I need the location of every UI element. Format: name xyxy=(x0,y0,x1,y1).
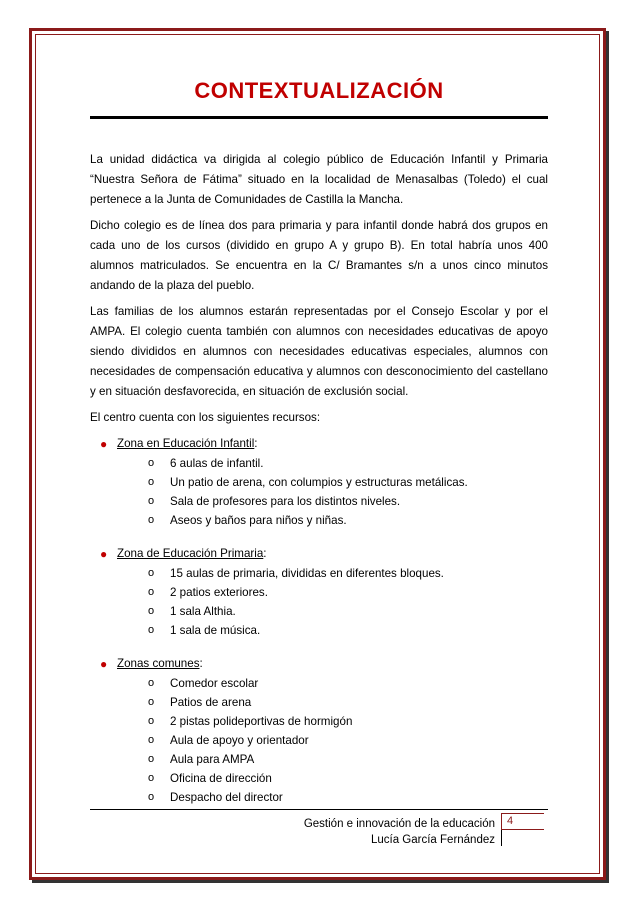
circle-bullet-icon: o xyxy=(148,696,155,708)
circle-bullet-icon: o xyxy=(148,677,155,689)
circle-bullet-icon: o xyxy=(148,514,155,526)
paragraph-intro: La unidad didáctica va dirigida al colegio público de Educación Infantil y Primaria “Nuestra Señora de Fátima” situado en la localidad de Menasalbas (Toledo) el cual pertenece a la Junta de Comunidades de Castilla la Mancha. xyxy=(90,153,548,206)
zone-colon: : xyxy=(254,437,258,450)
list-item: o Un patio de arena, con columpios y estructuras metálicas. xyxy=(90,473,548,492)
circle-bullet-icon: o xyxy=(148,734,155,746)
circle-bullet-icon: o xyxy=(148,457,155,469)
document-body xyxy=(90,150,548,807)
list-item: o Patios de arena xyxy=(90,693,548,712)
list-item: o 6 aulas de infantil. xyxy=(90,454,548,473)
page-number-box xyxy=(501,813,547,846)
zone-colon: : xyxy=(199,657,203,670)
page-title: CONTEXTUALIZACIÓN xyxy=(194,78,444,103)
circle-bullet-icon: o xyxy=(148,715,155,727)
zone-infantil-heading xyxy=(90,434,548,454)
list-item: o 1 sala Althia. xyxy=(90,602,548,621)
bullet-icon: ● xyxy=(100,657,108,671)
list-item: o Oficina de dirección xyxy=(90,769,548,788)
footer-subject: Gestión e innovación de la educación xyxy=(303,818,495,830)
list-item: o Aula para AMPA xyxy=(90,750,548,769)
list-item: o 2 patios exteriores. xyxy=(90,583,548,602)
footer xyxy=(250,816,495,848)
paragraph-school-lines: Dicho colegio es de línea dos para primaria y para infantil donde habrá dos grupos en cada uno de los cursos (dividido en grupo A y grupo B). En total habría unos 400 alumnos matriculados. Se encuentra en la C/ Bramantes s/n a unos cinco minutos andando de la plaza del pueblo. xyxy=(90,219,548,292)
footer-author: Lucía García Fernández xyxy=(370,834,495,846)
list-item: o Aseos y baños para niños y niñas. xyxy=(90,511,548,530)
zone-primaria-heading xyxy=(90,544,548,564)
list-item: o Aula de apoyo y orientador xyxy=(90,731,548,750)
zone-primaria-list xyxy=(90,564,548,640)
circle-bullet-icon: o xyxy=(148,495,155,507)
circle-bullet-icon: o xyxy=(148,772,155,784)
title-underline xyxy=(90,116,548,119)
bullet-icon: ● xyxy=(100,547,108,561)
circle-bullet-icon: o xyxy=(148,605,155,617)
circle-bullet-icon: o xyxy=(148,476,155,488)
bullet-icon: ● xyxy=(100,437,108,451)
circle-bullet-icon: o xyxy=(148,753,155,765)
list-item: o 2 pistas polideportivas de hormigón xyxy=(90,712,548,731)
zone-comunes-list xyxy=(90,674,548,807)
zone-colon: : xyxy=(263,547,267,560)
zone-label: Zona en Educación Infantil xyxy=(117,437,255,450)
list-item: o Despacho del director xyxy=(90,788,548,807)
list-item: o Sala de profesores para los distintos niveles. xyxy=(90,492,548,511)
zone-label: Zonas comunes xyxy=(117,657,200,670)
page-number: 4 xyxy=(507,815,514,827)
zone-label: Zona de Educación Primaria xyxy=(117,547,264,560)
circle-bullet-icon: o xyxy=(148,624,155,636)
circle-bullet-icon: o xyxy=(148,586,155,598)
circle-bullet-icon: o xyxy=(148,567,155,579)
circle-bullet-icon: o xyxy=(148,791,155,803)
list-item: o Comedor escolar xyxy=(90,674,548,693)
list-item: o 15 aulas de primaria, divididas en diferentes bloques. xyxy=(90,564,548,583)
list-item: o 1 sala de música. xyxy=(90,621,548,640)
paragraph-resources: El centro cuenta con los siguientes recursos: xyxy=(90,411,321,424)
paragraph-families: Las familias de los alumnos estarán representadas por el Consejo Escolar y por el AMPA. El colegio cuenta también con alumnos con necesidades educativas de apoyo siendo divididos en alumnos con necesidades educativas especiales, alumnos con necesidades de compensación educativa y alumnos con desconocimiento del castellano y en situación desfavorecida, en situación de exclusión social. xyxy=(90,305,548,398)
footer-divider xyxy=(90,809,548,810)
zone-infantil-list xyxy=(90,454,548,530)
zone-comunes-heading xyxy=(90,654,548,674)
